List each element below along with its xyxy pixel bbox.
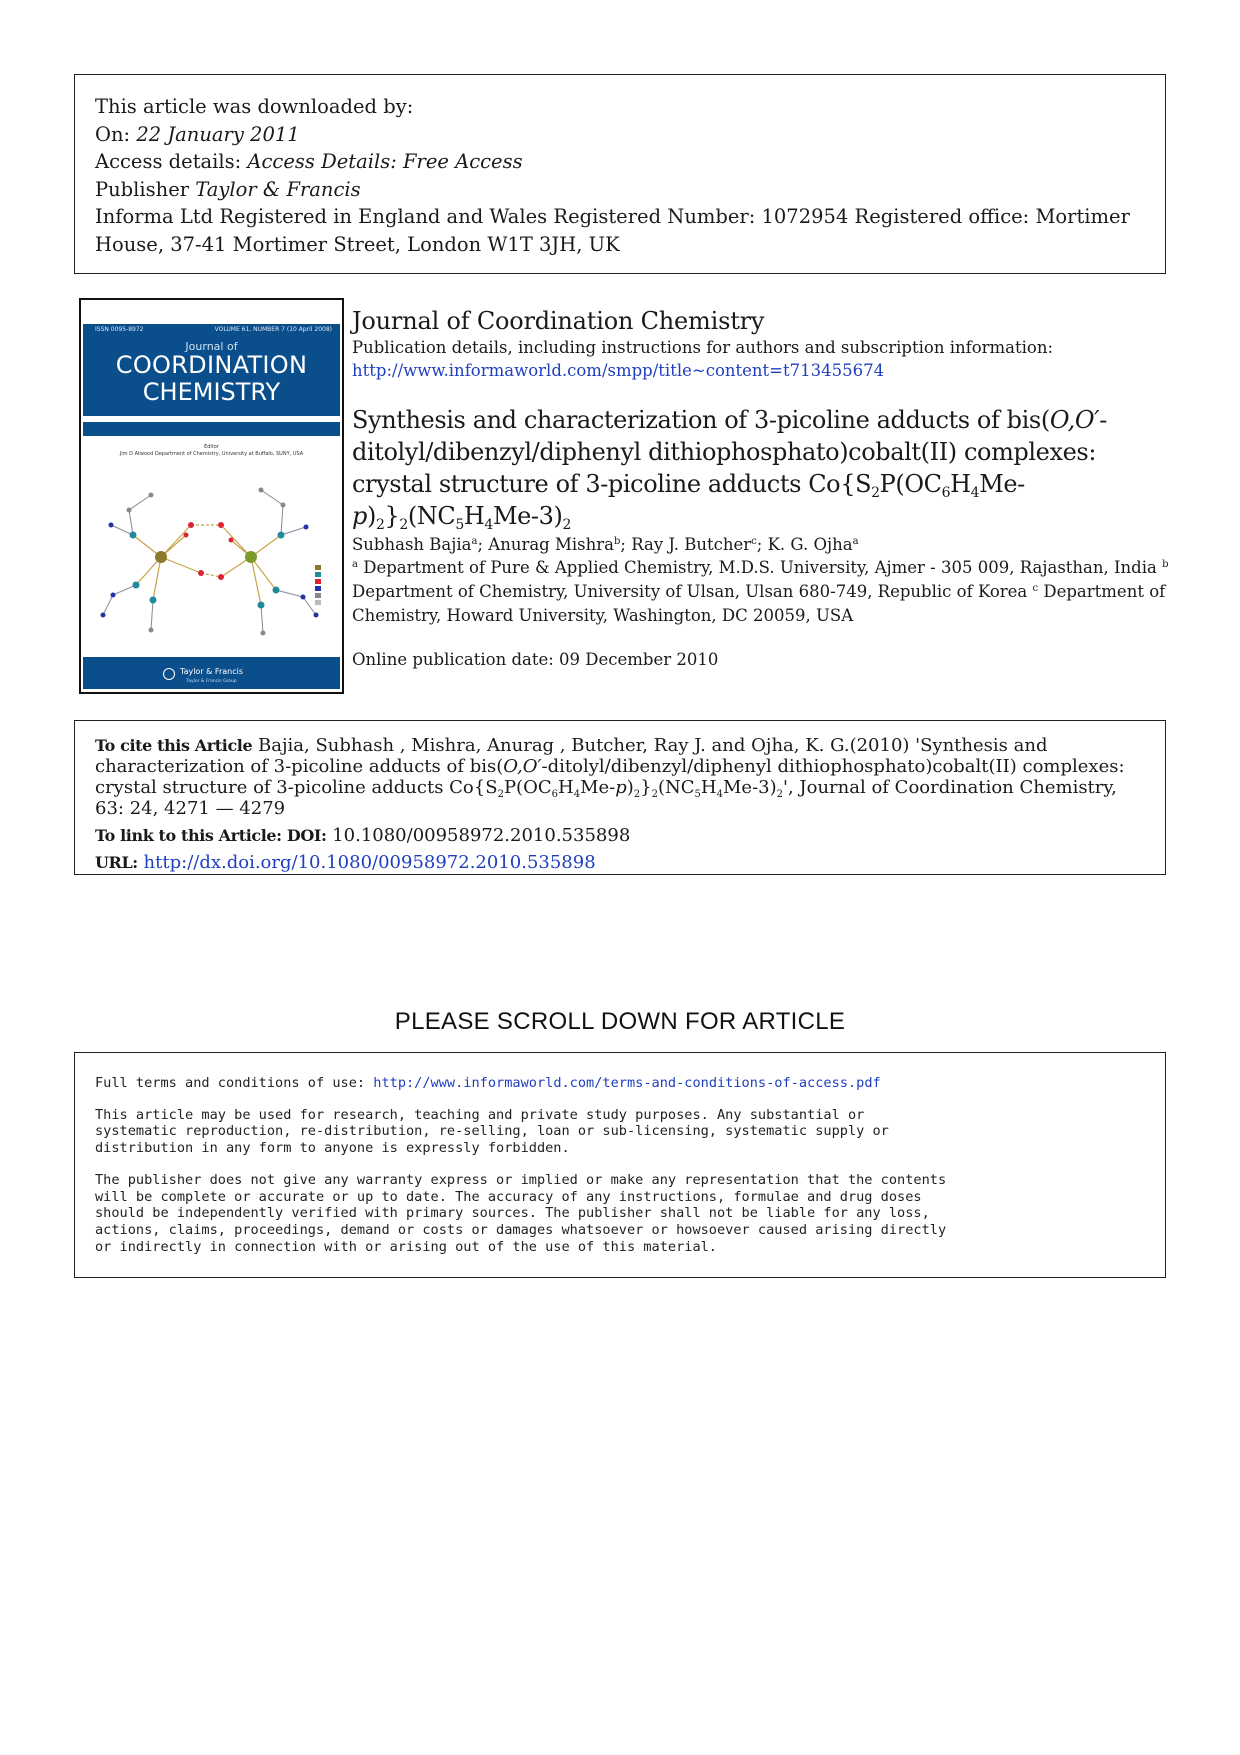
- cite-label: To cite this Article: [95, 736, 253, 755]
- cover-editor-label: Editor: [204, 444, 219, 450]
- terms-box: [74, 1052, 1166, 1278]
- doi-line: [95, 825, 1145, 846]
- molecule-structure-illustration: [91, 465, 336, 645]
- publisher-line: Publisher Taylor & Francis: [95, 177, 361, 201]
- author-name: Subhash Bajia: [352, 535, 472, 554]
- doi-value: 10.1080/00958972.2010.535898: [326, 825, 631, 846]
- journal-title: Journal of Coordination Chemistry: [352, 307, 765, 335]
- cover-title-chemistry: CHEMISTRY: [142, 378, 281, 406]
- affiliation-b: Department of Chemistry, University of Ulsan, Ulsan 680-749, Republic of Korea: [352, 582, 1028, 601]
- article-info-block: [352, 306, 1172, 672]
- affiliation-a: Department of Pure & Applied Chemistry, M.D.S. University, Ajmer - 305 009, Rajasthan, India: [363, 558, 1157, 577]
- download-info-box: [74, 74, 1166, 274]
- molecule-legend: [315, 565, 321, 605]
- scroll-down-message: PLEASE SCROLL DOWN FOR ARTICLE: [394, 1008, 846, 1035]
- author-list: Subhash Bajia$^a$; Anurag Mishra$^b$; Ray J. Butcher$^c$; K. G. Ojha$^a$: [352, 535, 859, 554]
- journal-url-link[interactable]: http://www.informaworld.com/smpp/title~content=t713455674: [352, 361, 885, 380]
- cover-thin-band: [83, 422, 340, 436]
- terms-url-link[interactable]: http://www.informaworld.com/terms-and-conditions-of-access.pdf: [373, 1075, 881, 1091]
- journal-cover-image: [79, 298, 344, 694]
- download-date-line: On: 22 January 2011: [95, 122, 300, 146]
- author-name: Ray J. Butcher: [631, 535, 752, 554]
- cover-publisher: Taylor & Francis: [180, 667, 243, 676]
- online-publication-date: Online publication date: 09 December 2010: [352, 650, 719, 669]
- author-name: Anurag Mishra: [488, 535, 614, 554]
- terms-link-line: Full terms and conditions of use: http://www.informaworld.com/terms-and-conditions-of-access.pdf: [95, 1075, 881, 1091]
- cover-journal-of: Journal of: [185, 340, 238, 353]
- cover-title-coordination: COORDINATION: [115, 351, 308, 379]
- citation-box: [74, 720, 1166, 875]
- terms-warranty-paragraph: The publisher does not give any warranty express or implied or make any representation that the contents will be complete or accurate or up to date. The accuracy of any instructions, formulae and drug doses should be independently verified with primary sources. The publisher shall not be liable for any loss, actions, claims, proceedings, demand or costs or damages whatsoever or howsoever caused arising directly or indirectly in connection with or arising out of the use of this material.: [95, 1171, 947, 1255]
- cover-issn: ISSN 0095-8972: [95, 326, 144, 333]
- download-date: 22 January 2011: [136, 122, 300, 146]
- doi-url-link[interactable]: http://dx.doi.org/10.1080/00958972.2010.535898: [143, 852, 596, 873]
- molecule-atoms: [101, 488, 319, 636]
- affiliations: $^a$ Department of Pure & Applied Chemistry, M.D.S. University, Ajmer - 305 009, Rajasthan, India $^b$ Department of Chemistry, University of Ulsan, Ulsan 680-749, Republic of Korea $^c$ Department of Chemistry, Howard University, Washington, DC 20059, USA: [352, 558, 1169, 625]
- access-details: Access Details: Free Access: [247, 150, 523, 173]
- url-label: URL:: [95, 853, 138, 872]
- downloaded-by-line: This article was downloaded by:: [95, 95, 414, 118]
- cover-volume: VOLUME 61, NUMBER 7 (10 April 2008): [214, 326, 332, 333]
- publication-details: Publication details, including instructions for authors and subscription information:: [352, 338, 1054, 357]
- article-title: Synthesis and characterization of 3-picoline adducts of bis(O,O′-ditolyl/dibenzyl/diphenyl dithiophosphato)cobalt(II) complexes: crystal structure of 3-picoline adducts $Co\{S_2P(OC_6H_4Me-p)_2\}_2(NC_5H_4Me-3)_2$: [352, 406, 1107, 533]
- terms-usage-paragraph: This article may be used for research, teaching and private study purposes. Any substantial or systematic reproduction, re-distribution, re-selling, loan or sub-licensing, systematic supply or distribution in any form to anyone is expressly forbidden.: [95, 1106, 889, 1157]
- informa-registration: Informa Ltd Registered in England and Wales Registered Number: 1072954 Registered office: Mortimer House, 37-41 Mortimer Street, London W1T 3JH, UK: [95, 205, 1130, 256]
- cover-meta: [95, 326, 332, 333]
- publisher-name: Taylor & Francis: [195, 177, 361, 201]
- cover-editor-name: Jim D Atwood Department of Chemistry, University at Buffalo, SUNY, USA: [119, 451, 304, 457]
- doi-label: To link to this Article: DOI:: [95, 826, 327, 845]
- cite-text: To cite this Article Bajia, Subhash , Mishra, Anurag , Butcher, Ray J. and Ojha, K. G.(2010) 'Synthesis and characterization of 3-picoline adducts of bis(O,O′-ditolyl/dibenzyl/diphenyl dithiophosphato)cobalt(II) complexes: crystal structure of 3-picoline adducts $Co\{S_2P(OC_6H_4Me-p)_2\}_2(NC_5H_4Me-3)_2'$, Journal of Coordination Chemistry, 63: 24, 4271 — 4279: [95, 735, 1125, 819]
- url-line: [95, 852, 1145, 873]
- affiliation-c: Department of Chemistry, Howard University, Washington, DC 20059, USA: [352, 582, 1166, 625]
- access-details-line: Access details: Access Details: Free Access: [95, 150, 523, 173]
- cover-publisher-sub: Taylor & Francis Group: [186, 679, 237, 684]
- author-name: K. G. Ojha: [767, 535, 853, 554]
